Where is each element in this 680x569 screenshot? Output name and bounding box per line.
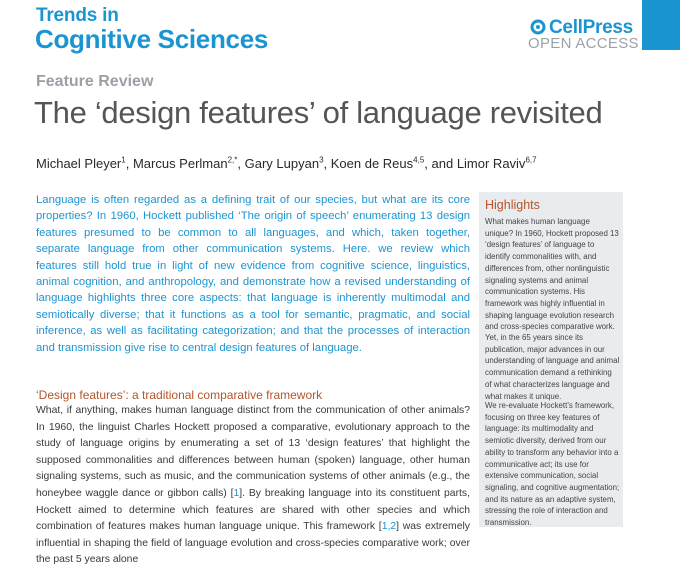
highlights-box bbox=[479, 192, 623, 527]
author-name[interactable]: Koen de Reus bbox=[330, 156, 414, 171]
citation-link[interactable]: 1 bbox=[233, 487, 240, 499]
body-text-part: ] was extremely influential in shaping the field of language evolution and cross-species comparative work; over the past 5 years alone bbox=[36, 521, 470, 566]
author-separator: , bbox=[237, 156, 245, 171]
section-heading: ‘Design features’: a traditional comparative framework bbox=[36, 388, 323, 402]
author-name[interactable]: Limor Raviv bbox=[456, 156, 526, 171]
author-list bbox=[36, 156, 537, 171]
cellpress-logo-icon bbox=[530, 19, 546, 35]
highlights-paragraph: What makes human language unique? In 1960, Hockett proposed 13 ‘design features’ of language to identify commonalities with, and differences from, other nonlinguistic signaling systems and animal communication systems. His framework was highly influential in shaping language evolution research and cross-species comparative work. bbox=[485, 217, 619, 332]
author-name[interactable]: Marcus Perlman bbox=[132, 156, 228, 171]
journal-name-line2: Cognitive Sciences bbox=[35, 24, 269, 54]
author-affiliation: 2,* bbox=[227, 155, 238, 165]
highlights-paragraph: We re-evaluate Hockett’s framework, focusing on three key features of language: its multimodality and semiotic diversity, derived from our ability to transform any behavior into a communicative act; its use for extensive communication, social signaling, and cognitive augmentation; and its nature as an adaptive system, stressing the role of interaction and transmission. bbox=[485, 401, 620, 528]
author-separator: , bbox=[125, 156, 133, 171]
highlights-paragraph: Yet, in the 65 years since its publication, major advances in our understanding of language and animal communication demand a rethinking of what characterizes language and what makes it unique. bbox=[485, 333, 620, 401]
corner-accent-block bbox=[642, 0, 680, 50]
body-text-part: What, if anything, makes human language distinct from the communication of other animals? In 1960, the linguist Charles Hockett proposed a comparative, evolutionary approach to the study of language origins by enumerating a set of 13 ‘design features’ that highlight the supposed commonalities and differences between human (spoken) language, other human signaling systems, such as music, and the communication systems of other animals (e.g., the honeybee waggle dance or gibbon calls) [ bbox=[36, 405, 470, 499]
author-name[interactable]: Michael Pleyer bbox=[36, 156, 122, 171]
body-paragraph bbox=[36, 403, 470, 569]
article-title: The ‘design features’ of language revisited bbox=[34, 95, 603, 130]
publisher-name: CellPress bbox=[549, 17, 633, 38]
open-access-label: OPEN ACCESS bbox=[528, 35, 639, 52]
journal-name-line1: Trends in bbox=[36, 5, 119, 26]
citation-link[interactable]: 1,2 bbox=[381, 521, 397, 533]
body-text-part: ]. By breaking language into its constituent parts, Hockett aimed to determine which features are shared with other species and which combination of features makes human language unique. This framework [ bbox=[36, 487, 471, 533]
author-name[interactable]: Gary Lupyan bbox=[244, 156, 320, 171]
author-affiliation: 1 bbox=[121, 155, 126, 165]
author-separator: , and bbox=[424, 156, 457, 171]
author-affiliation: 4,5 bbox=[413, 155, 425, 165]
highlights-title: Highlights bbox=[485, 198, 540, 212]
article-type: Feature Review bbox=[36, 73, 154, 90]
author-affiliation: 3 bbox=[319, 155, 324, 165]
abstract: Language is often regarded as a defining trait of our species, but what are its core properties? In 1960, Hockett published ‘The origin of speech’ enumerating 13 design features presumed to be common to all languages, and which, taken together, separate language from other communication systems. Here. we review which features still hold true in light of new evidence from cognitive science, linguistics, animal cognition, and anthropology, and demonstrate how a revised understanding of language highlights three core aspects: that language is inherently multimodal and semiotically diverse; that it functions as a tool for semantic, pragmatic, and social inference, as well as facilitating categorization; and that the processes of interaction and transmission give rise to central design features of language. bbox=[36, 194, 470, 354]
author-affiliation: 6,7 bbox=[525, 155, 537, 165]
author-separator: , bbox=[323, 156, 331, 171]
